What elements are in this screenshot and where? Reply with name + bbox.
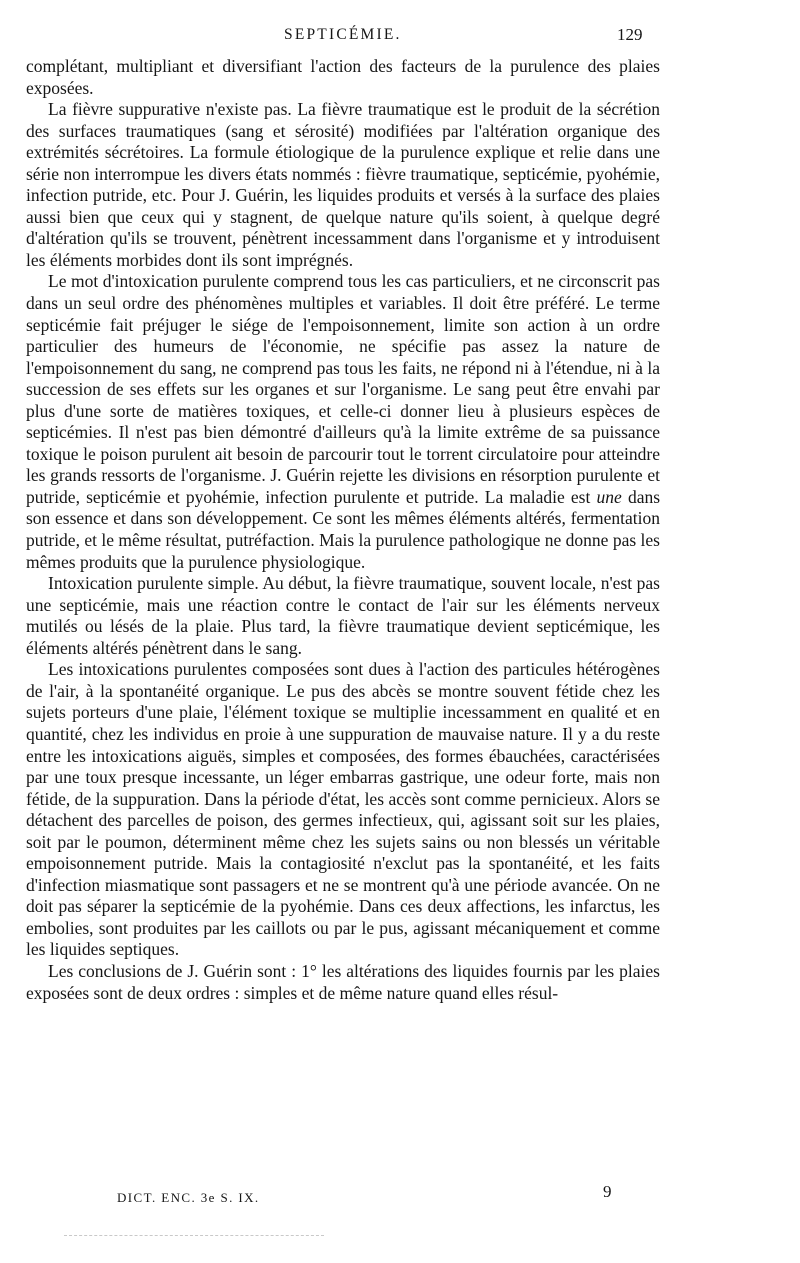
paragraph (26, 271, 660, 573)
sheet-number: 9 (603, 1182, 612, 1201)
paragraph: Les intoxications purulentes composées sont dues à l'action des particules hétérogènes de l'air, à la spontanéité organique. Le pus des abcès se montre souvent fétide chez les sujets porteurs d'une plaie, l'élément toxique se multiplie incessamment en qualité et en quantité, chez les individus en proie à une suppuration de mauvaise nature. Il y a du reste entre les intoxications aiguës, simples et composées, des formes ébauchées, caractérisées par une toux presque incessante, un léger embarras gastrique, une odeur forte, mais non fétide, de la suppuration. Dans la période d'état, les accès sont comme pernicieux. Alors se détachent des parcelles de poison, des germes infectieux, qui, agissant soit sur les plaies, soit par le poumon, déterminent même chez les sujets sains ou non blessés un véritable empoisonnement putride. Mais la contagiosité n'exclut pas la spontanéité, et les faits d'infection miasmatique sont passagers et ne se montrent qu'à une période avancée. On ne doit pas séparer la septicémie de la pyohémie. Dans ces deux affections, les infarctus, les embolies, sont produites par les caillots ou par le pus, agissant mécaniquement et comme les liquides septiques. (26, 659, 660, 960)
running-title: SEPTICÉMIE. (284, 26, 402, 43)
paragraph: Les conclusions de J. Guérin sont : 1° les altérations des liquides fournis par les plaies exposées sont de deux ordres : simples et de même nature quand elles résul- (26, 960, 660, 1003)
paragraph-text: Le mot d'intoxication purulente comprend tous les cas particuliers, et ne circonscrit pas dans un seul ordre des phénomènes multiples et variables. Il doit être préféré. Le terme septicémie fait préjuger le siége de l'empoisonnement, limite son action à un ordre particulier des humeurs de l'économie, ne spécifie pas assez la nature de l'empoisonnement du sang, ne comprend pas tous les faits, ne répond ni à l'étendue, ni à la succession de ses effets sur les organes et sur l'organisme. Le sang peut être envahi par plus d'une sorte de matières toxiques, et celle-ci donner lieu à plusieurs espèces de septicémies. Il n'est pas bien démontré d'ailleurs qu'à la limite extrême de sa puissance toxique le poison purulent ait besoin de parcourir tout le torrent circulatoire pour atteindre les grands ressorts de l'organisme. J. Guérin rejette les divisions en résorption purulente et putride, septicémie et pyohémie, infection purulente et putride. La maladie est (26, 271, 660, 507)
page-footer (0, 1182, 800, 1212)
bottom-rule (64, 1235, 324, 1236)
emphasized-word: une (596, 486, 622, 507)
paragraph: complétant, multipliant et diversifiant l'action des facteurs de la purulence des plaies exposées. (26, 56, 660, 98)
paragraph: Intoxication purulente simple. Au début, la fièvre traumatique, souvent locale, n'est pas une septicémie, mais une réaction contre le contact de l'air sur les éléments nerveux mutilés ou lésés de la plaie. Plus tard, la fièvre traumatique devient septicémique, les éléments altérés pénètrent dans le sang. (26, 573, 660, 658)
running-head (0, 26, 800, 50)
page-number: 129 (617, 25, 643, 44)
paragraph-text: dans son essence et dans son développement. Ce sont les mêmes éléments altérés, fermentation putride, et le même résultat, putréfaction. Mais la purulence pathologique ne donne pas les mêmes produits que la purulence physiologique. (26, 486, 661, 572)
paragraph: La fièvre suppurative n'existe pas. La fièvre traumatique est le produit de la sécrétion des surfaces traumatiques (sang et sérosité) modifiées par l'altération organique des extrémités sécrétoires. La formule étiologique de la purulence explique et relie dans une série non interrompue les divers états nommés : fièvre traumatique, septicémie, pyohémie, infection putride, etc. Pour J. Guérin, les liquides produits et versés à la surface des plaies aussi bien que ceux qui y stagnent, de quelque nature qu'ils soient, à quelque degré d'altération qu'ils se trouvent, pénètrent incessamment dans l'organisme et y introduisent les éléments morbides dont ils sont imprégnés. (26, 99, 660, 270)
printer-signature: DICT. ENC. 3e S. IX. (117, 1190, 260, 1205)
body-text (26, 56, 660, 1004)
